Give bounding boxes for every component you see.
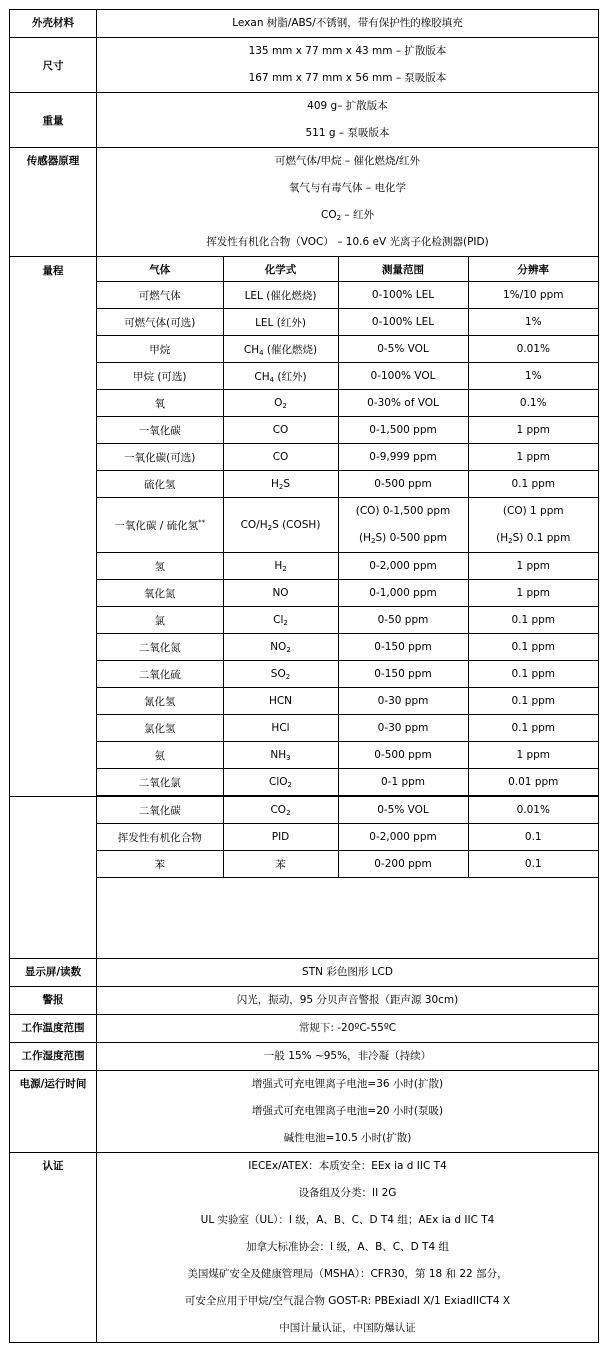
gas-resolution: 0.1 ppm	[468, 471, 598, 498]
table-row	[97, 390, 598, 417]
cert-line-3: UL 实验室（UL）：I 级，A、B、C、D T4 组；AEx ia d IIC T4	[200, 1214, 495, 1226]
gas-range: 0-5% VOL	[338, 336, 468, 363]
gas-name: 二氧化硫	[97, 661, 223, 688]
gas-name: 一氧化碳(可选)	[97, 444, 223, 471]
gas-name: 一氧化碳	[97, 417, 223, 444]
gas-resolution: 0.1 ppm	[468, 661, 598, 688]
table-row	[97, 471, 598, 498]
gas-range: 0-500 ppm	[338, 471, 468, 498]
gas-resolution: (CO) 1 ppm $(H_2S)$ 0.1 ppm	[468, 498, 598, 553]
gas-name: 二氧化碳	[97, 797, 223, 824]
alarm-label: 警报	[42, 994, 64, 1006]
sensor-label: 传感器原理	[26, 155, 80, 167]
gas-formula: $H_2$	[223, 553, 338, 580]
power-label: 电源/运行时间	[19, 1078, 87, 1090]
gas-formula: CO	[223, 444, 338, 471]
gas-name: 二氧化氯	[97, 769, 223, 796]
display-value: STN 彩色图形 LCD	[302, 966, 393, 978]
gas-formula: LEL (红外)	[223, 309, 338, 336]
range-label: 量程	[42, 265, 64, 277]
gas-resolution: 1 ppm	[468, 553, 598, 580]
gas-name: 可燃气体	[97, 282, 223, 309]
housing-value-cell	[97, 10, 599, 38]
sensor-line-1: 可燃气体/甲烷 – 催化燃烧/红外	[275, 155, 420, 167]
gas-range: 0-500 ppm	[338, 742, 468, 769]
gas-range: (CO) 0-1,500 ppm $(H_2S)$ 0-500 ppm	[338, 498, 468, 553]
table-row	[97, 336, 598, 363]
gas-rows-part3	[97, 797, 598, 878]
gas-range: 0-1,000 ppm	[338, 580, 468, 607]
gas-resolution: 1%	[468, 363, 598, 390]
display-value-cell	[97, 959, 599, 987]
cert-line-1: IECEx/ATEX：本质安全：EEx ia d IIC T4	[248, 1160, 447, 1172]
gas-name: 一氧化碳 / 硫化氢**	[97, 498, 223, 553]
gas-resolution: 0.1%	[468, 390, 598, 417]
gas-formula: $H_2S$	[223, 471, 338, 498]
gas-formula: LEL (催化燃烧)	[223, 282, 338, 309]
sensor-row	[10, 148, 599, 257]
cert-label-cell	[10, 1153, 97, 1343]
gas-resolution: 0.1 ppm	[468, 634, 598, 661]
gas-range: 0-50 ppm	[338, 607, 468, 634]
humidity-value-cell	[97, 1043, 599, 1071]
gas-resolution: 1 ppm	[468, 580, 598, 607]
gas-range: 0-2,000 ppm	[338, 824, 468, 851]
gas-formula: $CH_4$ (催化燃烧)	[223, 336, 338, 363]
alarm-row	[10, 987, 599, 1015]
gas-range: 0-150 ppm	[338, 661, 468, 688]
display-row	[10, 959, 599, 987]
header-formula: 化学式	[223, 257, 338, 282]
gas-formula: 苯	[223, 851, 338, 878]
gas-formula: $Cl_2$	[223, 607, 338, 634]
power-label-cell	[10, 1071, 97, 1153]
size-line-2: 167 mm x 77 mm x 56 mm – 泵吸版本	[248, 72, 447, 84]
range-continued-row	[10, 797, 599, 959]
weight-line-2: 511 g – 泵吸版本	[305, 127, 390, 139]
gas-resolution: 1%/10 ppm	[468, 282, 598, 309]
gas-name: 氯化氢	[97, 715, 223, 742]
gas-resolution: 1 ppm	[468, 742, 598, 769]
gas-resolution: 0.1	[468, 824, 598, 851]
gas-range: 0-30 ppm	[338, 715, 468, 742]
gas-resolution: 1 ppm	[468, 417, 598, 444]
table-row	[97, 444, 598, 471]
gas-name: 硫化氢	[97, 471, 223, 498]
power-line-3: 碱性电池=10.5 小时(扩散)	[283, 1132, 412, 1144]
weight-row	[10, 93, 599, 148]
gas-resolution: 0.1	[468, 851, 598, 878]
size-value-cell	[97, 38, 599, 93]
housing-label: 外壳材料	[32, 17, 74, 29]
gas-resolution: 1%	[468, 309, 598, 336]
gas-range: 0-1,500 ppm	[338, 417, 468, 444]
gas-formula: NO	[223, 580, 338, 607]
sensor-line-4: 挥发性有机化合物（VOC） – 10.6 eV 光离子化检测器(PID)	[206, 236, 489, 248]
gas-name: 氯	[97, 607, 223, 634]
table-row	[97, 282, 598, 309]
gas-formula: $CO_2$	[223, 797, 338, 824]
cert-line-5: 美国煤矿安全及健康管理局（MSHA）：CFR30，第 18 和 22 部分，	[187, 1268, 508, 1280]
size-line-1: 135 mm x 77 mm x 43 mm – 扩散版本	[248, 45, 447, 57]
weight-line-1: 409 g– 扩散版本	[307, 100, 388, 112]
table-row	[97, 715, 598, 742]
gas-rows-part2	[97, 553, 598, 796]
gas-name: 甲烷 (可选)	[97, 363, 223, 390]
gas-resolution: 0.1 ppm	[468, 715, 598, 742]
gas-name: 氨	[97, 742, 223, 769]
power-line-2: 增强式可充电锂离子电池=20 小时(泵吸)	[251, 1105, 444, 1117]
housing-row	[10, 10, 599, 38]
gas-rows-part1	[97, 282, 598, 498]
cert-line-7: 中国计量认证，中国防爆认证	[279, 1322, 416, 1334]
range-continued-label-cell	[10, 797, 97, 959]
gas-formula: $NH_3$	[223, 742, 338, 769]
humidity-label-cell	[10, 1043, 97, 1071]
gas-formula: $NO_2$	[223, 634, 338, 661]
size-label-cell	[10, 38, 97, 93]
gas-table-continued	[97, 797, 598, 958]
power-value-cell	[97, 1071, 599, 1153]
gas-range: 0-200 ppm	[338, 851, 468, 878]
table-row	[97, 498, 598, 553]
gas-formula: $CH_4$ (红外)	[223, 363, 338, 390]
cert-line-6: 可安全应用于甲烷/空气混合物 GOST-R: PBExiadI X/1 ExiadIICT4 X	[184, 1295, 511, 1307]
range-table-cell	[97, 257, 599, 797]
gas-table	[97, 257, 598, 796]
gas-name: 二氧化氮	[97, 634, 223, 661]
gas-name: 氧化氮	[97, 580, 223, 607]
temp-label-cell	[10, 1015, 97, 1043]
header-resolution: 分辨率	[468, 257, 598, 282]
table-row	[97, 607, 598, 634]
gas-range: 0-5% VOL	[338, 797, 468, 824]
gas-formula: CO	[223, 417, 338, 444]
size-row	[10, 38, 599, 93]
gas-range: 0-100% LEL	[338, 309, 468, 336]
gas-table-header	[97, 257, 598, 282]
cert-row	[10, 1153, 599, 1343]
gas-formula: $CO/H_2S$ (COSH)	[223, 498, 338, 553]
housing-label-cell	[10, 10, 97, 38]
spec-table	[9, 9, 599, 1343]
range-label-cell	[10, 257, 97, 797]
gas-resolution: 0.01%	[468, 336, 598, 363]
sensor-line-2: 氧气与有毒气体 – 电化学	[289, 182, 406, 194]
gas-range: 0-30% of VOL	[338, 390, 468, 417]
gas-name: 氰化氢	[97, 688, 223, 715]
alarm-value-cell	[97, 987, 599, 1015]
gas-range: 0-30 ppm	[338, 688, 468, 715]
alarm-value: 闪光，振动，95 分贝声音警报（距声源 30cm)	[236, 994, 459, 1006]
gas-formula: HCl	[223, 715, 338, 742]
header-range: 测量范围	[338, 257, 468, 282]
size-label: 尺寸	[42, 59, 64, 72]
gas-range: 0-9,999 ppm	[338, 444, 468, 471]
table-row	[97, 824, 598, 851]
gas-name: 挥发性有机化合物	[97, 824, 223, 851]
gas-range: 0-2,000 ppm	[338, 553, 468, 580]
table-row	[97, 309, 598, 336]
humidity-value: 一般 15% ~95%，非冷凝（持续）	[263, 1050, 432, 1062]
power-row	[10, 1071, 599, 1153]
spec-sheet	[9, 9, 599, 1343]
housing-value: Lexan 树脂/ABS/不锈钢，带有保护性的橡胶填充	[232, 17, 463, 29]
sensor-value-cell	[97, 148, 599, 257]
gas-range: 0-150 ppm	[338, 634, 468, 661]
table-row	[97, 363, 598, 390]
header-gas: 气体	[97, 257, 223, 282]
temp-label: 工作温度范围	[21, 1022, 85, 1034]
weight-value-cell	[97, 93, 599, 148]
cert-line-2: 设备组及分类：II 2G	[298, 1187, 397, 1199]
sensor-line-3: $CO_2$ – 红外	[320, 209, 374, 222]
gas-name: 甲烷	[97, 336, 223, 363]
empty-row	[97, 878, 598, 959]
weight-label-cell	[10, 93, 97, 148]
gas-name: 苯	[97, 851, 223, 878]
gas-name: 氧	[97, 390, 223, 417]
range-continued-table-cell	[97, 797, 599, 959]
display-label-cell	[10, 959, 97, 987]
alarm-label-cell	[10, 987, 97, 1015]
display-label: 显示屏/读数	[24, 966, 82, 978]
humidity-label: 工作湿度范围	[21, 1050, 85, 1062]
temp-row	[10, 1015, 599, 1043]
table-row	[97, 553, 598, 580]
gas-name: 可燃气体(可选)	[97, 309, 223, 336]
range-row	[10, 257, 599, 797]
cert-value-cell	[97, 1153, 599, 1343]
table-row	[97, 742, 598, 769]
table-row	[97, 634, 598, 661]
gas-range: 0-100% LEL	[338, 282, 468, 309]
cert-line-4: 加拿大标准协会：I 级，A、B、C、D T4 组	[245, 1241, 449, 1253]
weight-label: 重量	[42, 114, 64, 127]
gas-formula: ClO$_2$	[223, 769, 338, 796]
gas-formula: HCN	[223, 688, 338, 715]
gas-resolution: 0.01 ppm	[468, 769, 598, 796]
gas-name: 氢	[97, 553, 223, 580]
table-row	[97, 797, 598, 824]
cert-label: 认证	[42, 1160, 64, 1172]
gas-range: 0-1 ppm	[338, 769, 468, 796]
temp-value-cell	[97, 1015, 599, 1043]
gas-resolution: 0.1 ppm	[468, 607, 598, 634]
gas-formula: PID	[223, 824, 338, 851]
power-line-1: 增强式可充电锂离子电池=36 小时(扩散)	[251, 1078, 444, 1090]
gas-resolution: 0.01%	[468, 797, 598, 824]
gas-resolution: 0.1 ppm	[468, 688, 598, 715]
temp-value: 常规下: -20ºC-55ºC	[298, 1022, 397, 1034]
table-row	[97, 769, 598, 796]
table-row	[97, 661, 598, 688]
table-row	[97, 580, 598, 607]
humidity-row	[10, 1043, 599, 1071]
sensor-label-cell	[10, 148, 97, 257]
table-row	[97, 417, 598, 444]
gas-resolution: 1 ppm	[468, 444, 598, 471]
gas-range: 0-100% VOL	[338, 363, 468, 390]
table-row	[97, 851, 598, 878]
table-row	[97, 688, 598, 715]
gas-formula: $SO_2$	[223, 661, 338, 688]
gas-formula: $O_2$	[223, 390, 338, 417]
